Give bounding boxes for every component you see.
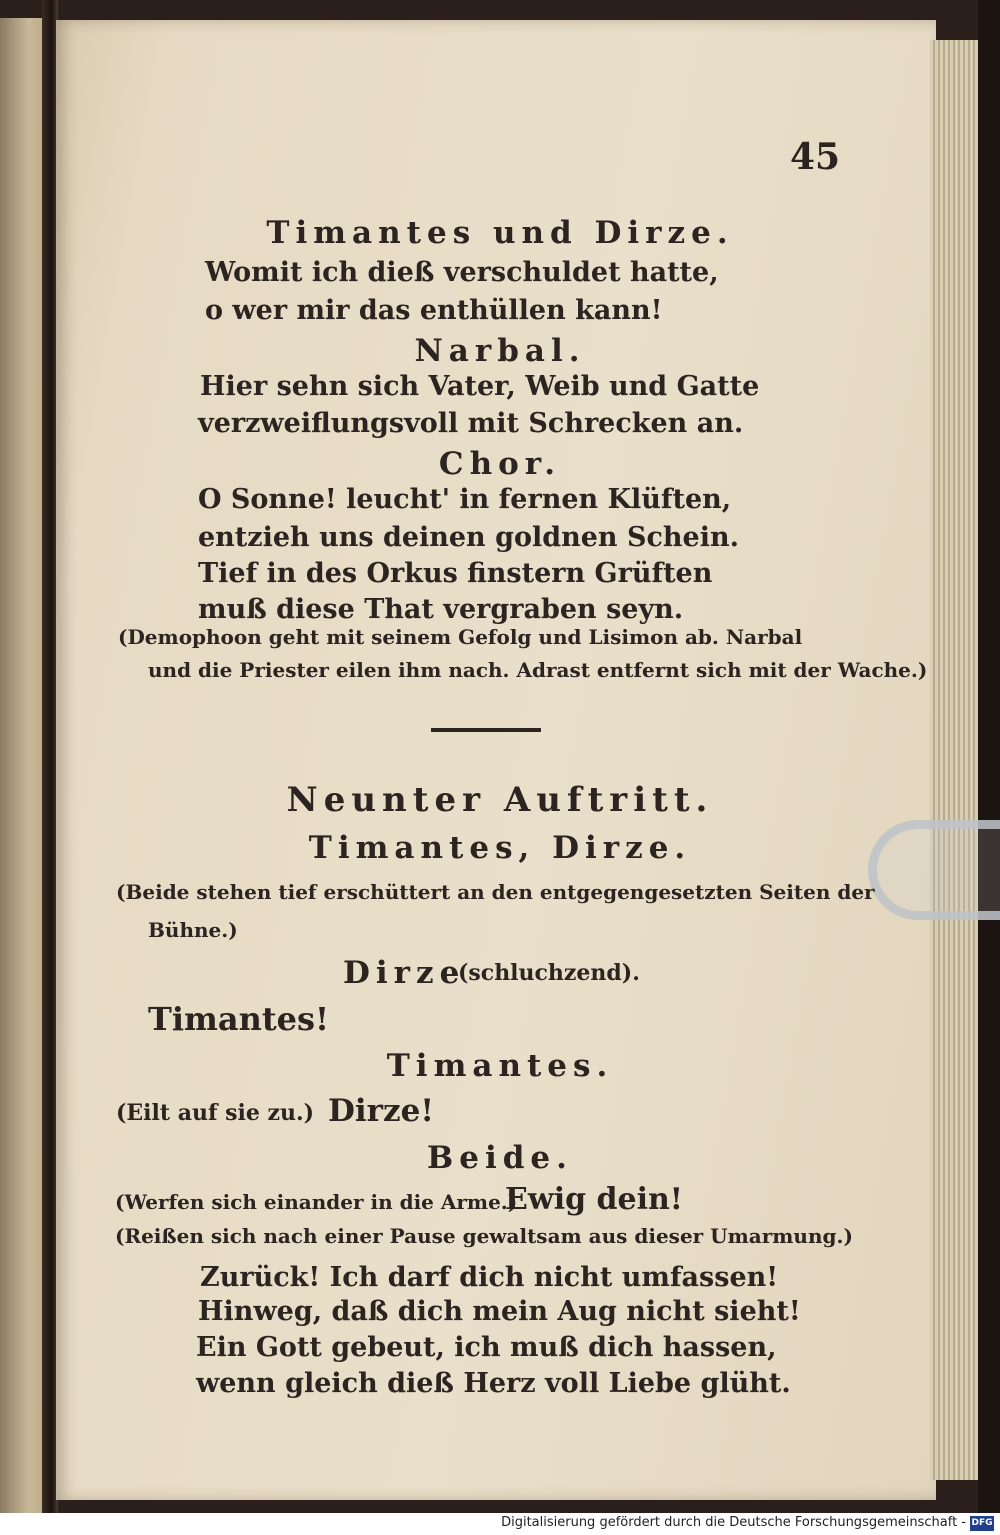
spoken-line: Ewig dein! <box>505 1182 683 1217</box>
speaker-narbal: Narbal. <box>414 333 586 369</box>
page-number: 45 <box>790 136 841 178</box>
scene-characters: Timantes, Dirze. <box>308 830 692 866</box>
scene-title: Neunter Auftritt. <box>286 780 714 820</box>
page-stack-edges <box>930 40 978 1480</box>
verse-line: Hinweg, daß dich mein Aug nicht sieht! <box>198 1296 801 1327</box>
verse-line: muß diese That vergraben seyn. <box>198 594 684 625</box>
spoken-line: Timantes! <box>148 1000 330 1038</box>
verse-line: O Sonne! leucht' in fernen Klüften, <box>198 484 732 515</box>
speaker-beide: Beide. <box>427 1140 573 1176</box>
verse-line: Womit ich dieß verschuldet hatte, <box>205 257 719 288</box>
dfg-logo: DFG <box>970 1516 994 1531</box>
speaker-timantes-dirze: Timantes und Dirze. <box>266 215 734 251</box>
verse-line: Hier sehn sich Vater, Weib und Gatte <box>200 371 760 402</box>
spoken-line: Dirze! <box>328 1093 434 1129</box>
verse-line: verzweiflungsvoll mit Schrecken an. <box>198 408 744 439</box>
stage-direction: (Demophoon geht mit seinem Gefolg und Lisimon ab. Narbal <box>118 625 803 649</box>
verse-line: Ein Gott gebeut, ich muß dich hassen, <box>196 1332 777 1363</box>
scene-divider <box>431 728 541 732</box>
stage-direction: Bühne.) <box>148 918 238 942</box>
stage-direction: (schluchzend). <box>458 960 640 986</box>
stage-direction: und die Priester eilen ihm nach. Adrast entfernt sich mit der Wache.) <box>148 658 928 682</box>
speaker-timantes: Timantes. <box>386 1048 614 1084</box>
footer-bar <box>0 1513 1000 1535</box>
verse-line: Tief in des Orkus finstern Grüften <box>198 558 713 589</box>
verse-line: o wer mir das enthüllen kann! <box>205 295 663 326</box>
verse-line: entzieh uns deinen goldnen Schein. <box>198 522 739 553</box>
stage-direction: (Eilt auf sie zu.) <box>116 1100 315 1126</box>
verse-line: Zurück! Ich darf dich nicht umfassen! <box>200 1262 779 1293</box>
funding-credit: Digitalisierung gefördert durch die Deutsche Forschungsgemeinschaft - <box>501 1515 966 1530</box>
stage-direction: (Beide stehen tief erschüttert an den entgegengesetzten Seiten der <box>116 880 875 904</box>
speaker-dirze: Dirze <box>343 955 466 991</box>
speaker-chor: Chor. <box>438 446 562 482</box>
verse-line: wenn gleich dieß Herz voll Liebe glüht. <box>196 1368 791 1399</box>
stage-direction: (Werfen sich einander in die Arme.) <box>115 1190 518 1214</box>
stage-direction: (Reißen sich nach einer Pause gewaltsam aus dieser Umarmung.) <box>115 1224 853 1248</box>
